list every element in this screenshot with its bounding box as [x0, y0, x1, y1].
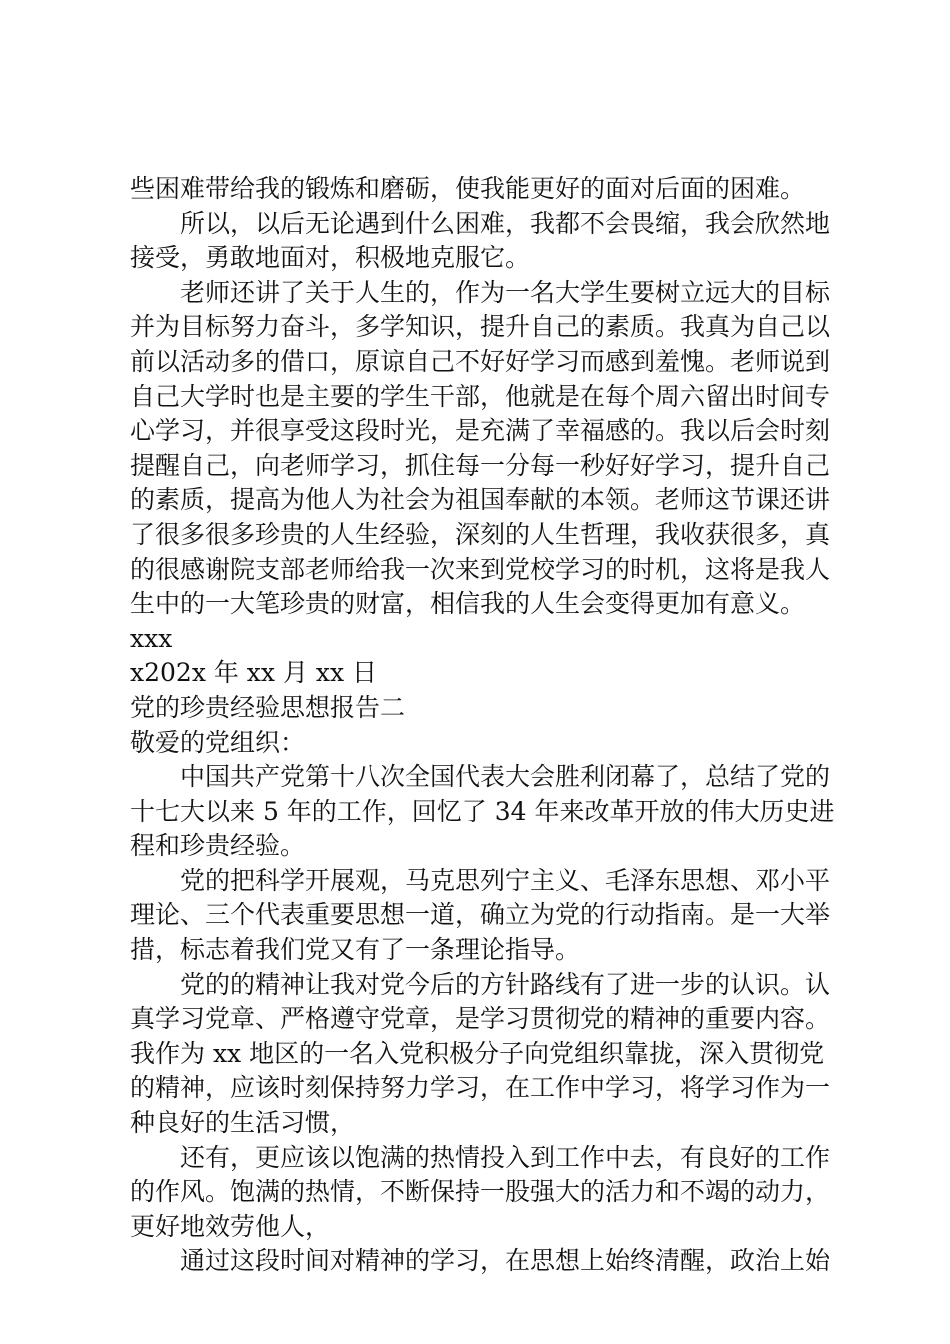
document-body [130, 172, 835, 1279]
paragraph-continuation: 些困难带给我的锻炼和磨砺，使我能更好的面对后面的困难。 [130, 174, 806, 203]
paragraph-congress: 中国共产党第十八次全国代表大会胜利闭幕了，总结了党的十七大以来 5 年的工作，回忆了 34 年来改革开放的伟大历史进程和珍贵经验。 [130, 762, 835, 861]
paragraph-resolve: 所以，以后无论遇到什么困难，我都不会畏缩，我会欣然地接受，勇敢地面对，积极地克服它。 [130, 208, 831, 273]
paragraph-teacher: 老师还讲了关于人生的，作为一名大学生要树立远大的目标并为目标努力奋斗，多学知识，提升自己的素质。我真为自己以前以活动多的借口，原谅自己不好好学习而感到羞愧。老师说到自己大学时也是主要的学生干部，他就是在每个周六留出时间专心学习，并很享受这段时光，是充满了幸福感的。我以后会时刻提醒自己，向老师学习，抓住每一分每一秒好好学习，提升自己的素质，提高为他人为社会为祖国奉献的本领。老师这节课还讲了很多很多珍贵的人生经验，深刻的人生哲理，我收获很多，真的很感谢院支部老师给我一次来到党校学习的时机，这将是我人生中的一大笔珍贵的财富，相信我的人生会变得更加有意义。 [130, 277, 831, 619]
paragraph-enthusiasm: 还有，更应该以饱满的热情投入到工作中去，有良好的工作的作风。饱满的热情，不断保持一股强大的活力和不竭的动力，更好地效劳他人， [130, 1142, 831, 1241]
salutation: 敬爱的党组织： [130, 727, 306, 757]
signature-name: xxx [130, 623, 173, 653]
signature-date: x202x 年 xx 月 xx 日 [130, 658, 378, 688]
paragraph-spirit: 党的的精神让我对党今后的方针路线有了进一步的认识。认真学习党章、严格遵守党章，是学习贯彻党的精神的重要内容。我作为 xx 地区的一名入党积极分子向党组织靠拢，深入贯彻党的精神，应该时刻保持努力学习，在工作中学习，将学习作为一种良好的生活习惯， [130, 969, 831, 1138]
report-title: 党的珍贵经验思想报告二 [130, 692, 406, 722]
paragraph-guideline: 党的把科学开展观，马克思列宁主义、毛泽东思想、邓小平理论、三个代表重要思想一道，确立为党的行动指南。是一大举措，标志着我们党又有了一条理论指导。 [130, 865, 831, 965]
paragraph-study: 通过这段时间对精神的学习，在思想上始终清醒，政治上始 [180, 1246, 831, 1276]
